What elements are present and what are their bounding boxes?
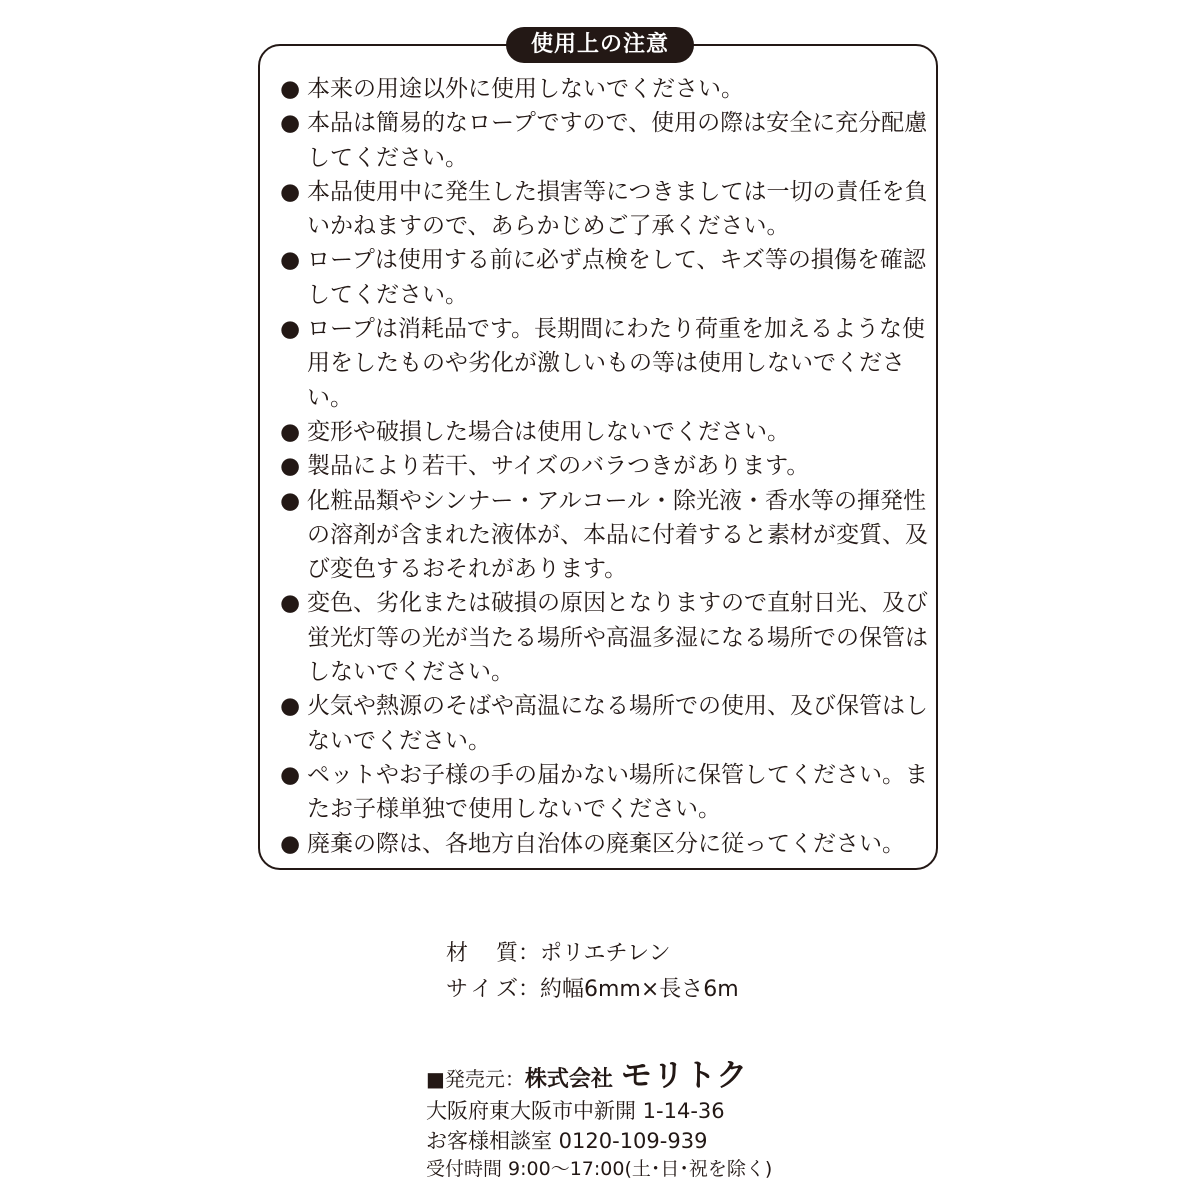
bullet-icon: ● <box>280 693 301 720</box>
caution-item <box>280 312 928 415</box>
bullet-icon: ● <box>280 178 301 205</box>
spec-size-label: サイズ <box>446 977 518 1002</box>
caution-item-text: 変色、劣化または破損の原因となりますので直射日光、及び蛍光灯等の光が当たる場所や高温多湿になる場所での保管はしないでください。 <box>307 590 928 686</box>
caution-item-text: 化粧品類やシンナー・アルコール・除光液・香水等の揮発性の溶剤が含まれた液体が、本品に付着すると素材が変質、及び変色するおそれがあります。 <box>307 487 928 583</box>
caution-item <box>280 449 928 483</box>
caution-item-text: 火気や熱源のそばや高温になる場所での使用、及び保管はしないでください。 <box>307 693 928 754</box>
caution-item <box>280 72 928 106</box>
caution-item <box>280 827 928 861</box>
spec-material-label: 材質 <box>446 941 518 966</box>
bullet-icon: ● <box>280 247 301 274</box>
spec-size <box>446 972 739 1008</box>
caution-item <box>280 484 928 587</box>
publisher-label: ■発売元： <box>426 1067 525 1091</box>
publisher-block <box>426 1050 772 1183</box>
publisher-address: 大阪府東大阪市中新開 1-14-36 <box>426 1099 725 1123</box>
bullet-icon: ● <box>280 830 301 857</box>
caution-item-text: 本品使用中に発生した損害等につきましては一切の責任を負いかねますので、あらかじめご了承ください。 <box>307 178 928 240</box>
caution-list <box>280 72 928 861</box>
caution-item-text: 本品は簡易的なロープですので、使用の際は安全に充分配慮してください。 <box>307 110 928 171</box>
caution-item <box>280 415 928 449</box>
publisher-header <box>426 1050 772 1095</box>
caution-item-text: 廃棄の際は、各地方自治体の廃棄区分に従ってください。 <box>307 830 905 857</box>
publisher-hours: 受付時間 9:00〜17:00(土･日･祝を除く) <box>426 1158 773 1180</box>
bullet-icon: ● <box>280 761 301 788</box>
caution-item <box>280 689 928 758</box>
spec-material <box>446 936 739 972</box>
caution-title: 使用上の注意 <box>506 27 694 63</box>
caution-item-text: ロープは使用する前に必ず点検をして、キズ等の損傷を確認してください。 <box>307 247 926 308</box>
bullet-icon: ● <box>280 76 301 102</box>
bullet-icon: ● <box>280 487 301 514</box>
caution-item <box>280 243 928 312</box>
caution-item-text: ペットやお子様の手の届かない場所に保管してください。またお子様単独で使用しないでください。 <box>307 761 928 823</box>
caution-item-text: 変形や破損した場合は使用しないでください。 <box>307 418 790 445</box>
bullet-icon: ● <box>280 590 301 617</box>
publisher-phone: お客様相談室 0120-109-939 <box>426 1129 708 1153</box>
bullet-icon: ● <box>280 418 301 445</box>
caution-item <box>280 106 928 175</box>
caution-item <box>280 758 928 827</box>
spec-size-value: 約幅6mm×長さ6m <box>540 977 739 1002</box>
product-specs <box>446 936 739 1008</box>
spec-colon: ： <box>518 941 541 966</box>
caution-item <box>280 586 928 689</box>
bullet-icon: ● <box>280 316 301 343</box>
bullet-icon: ● <box>280 453 301 480</box>
spec-colon: ： <box>518 977 541 1002</box>
caution-item-text: ロープは消耗品です。長期間にわたり荷重を加えるような使用をしたものや劣化が激しいもの等は使用しないでください。 <box>307 316 926 411</box>
spec-material-value: ポリエチレン <box>540 941 671 966</box>
bullet-icon: ● <box>280 110 301 137</box>
publisher-brand-logo: モリトク <box>620 1058 749 1094</box>
caution-item-text: 製品により若干、サイズのバラつきがあります。 <box>307 453 810 480</box>
caution-item <box>280 175 928 244</box>
publisher-company: 株式会社 <box>524 1067 613 1092</box>
caution-item-text: 本来の用途以外に使用しないでください。 <box>307 76 744 102</box>
